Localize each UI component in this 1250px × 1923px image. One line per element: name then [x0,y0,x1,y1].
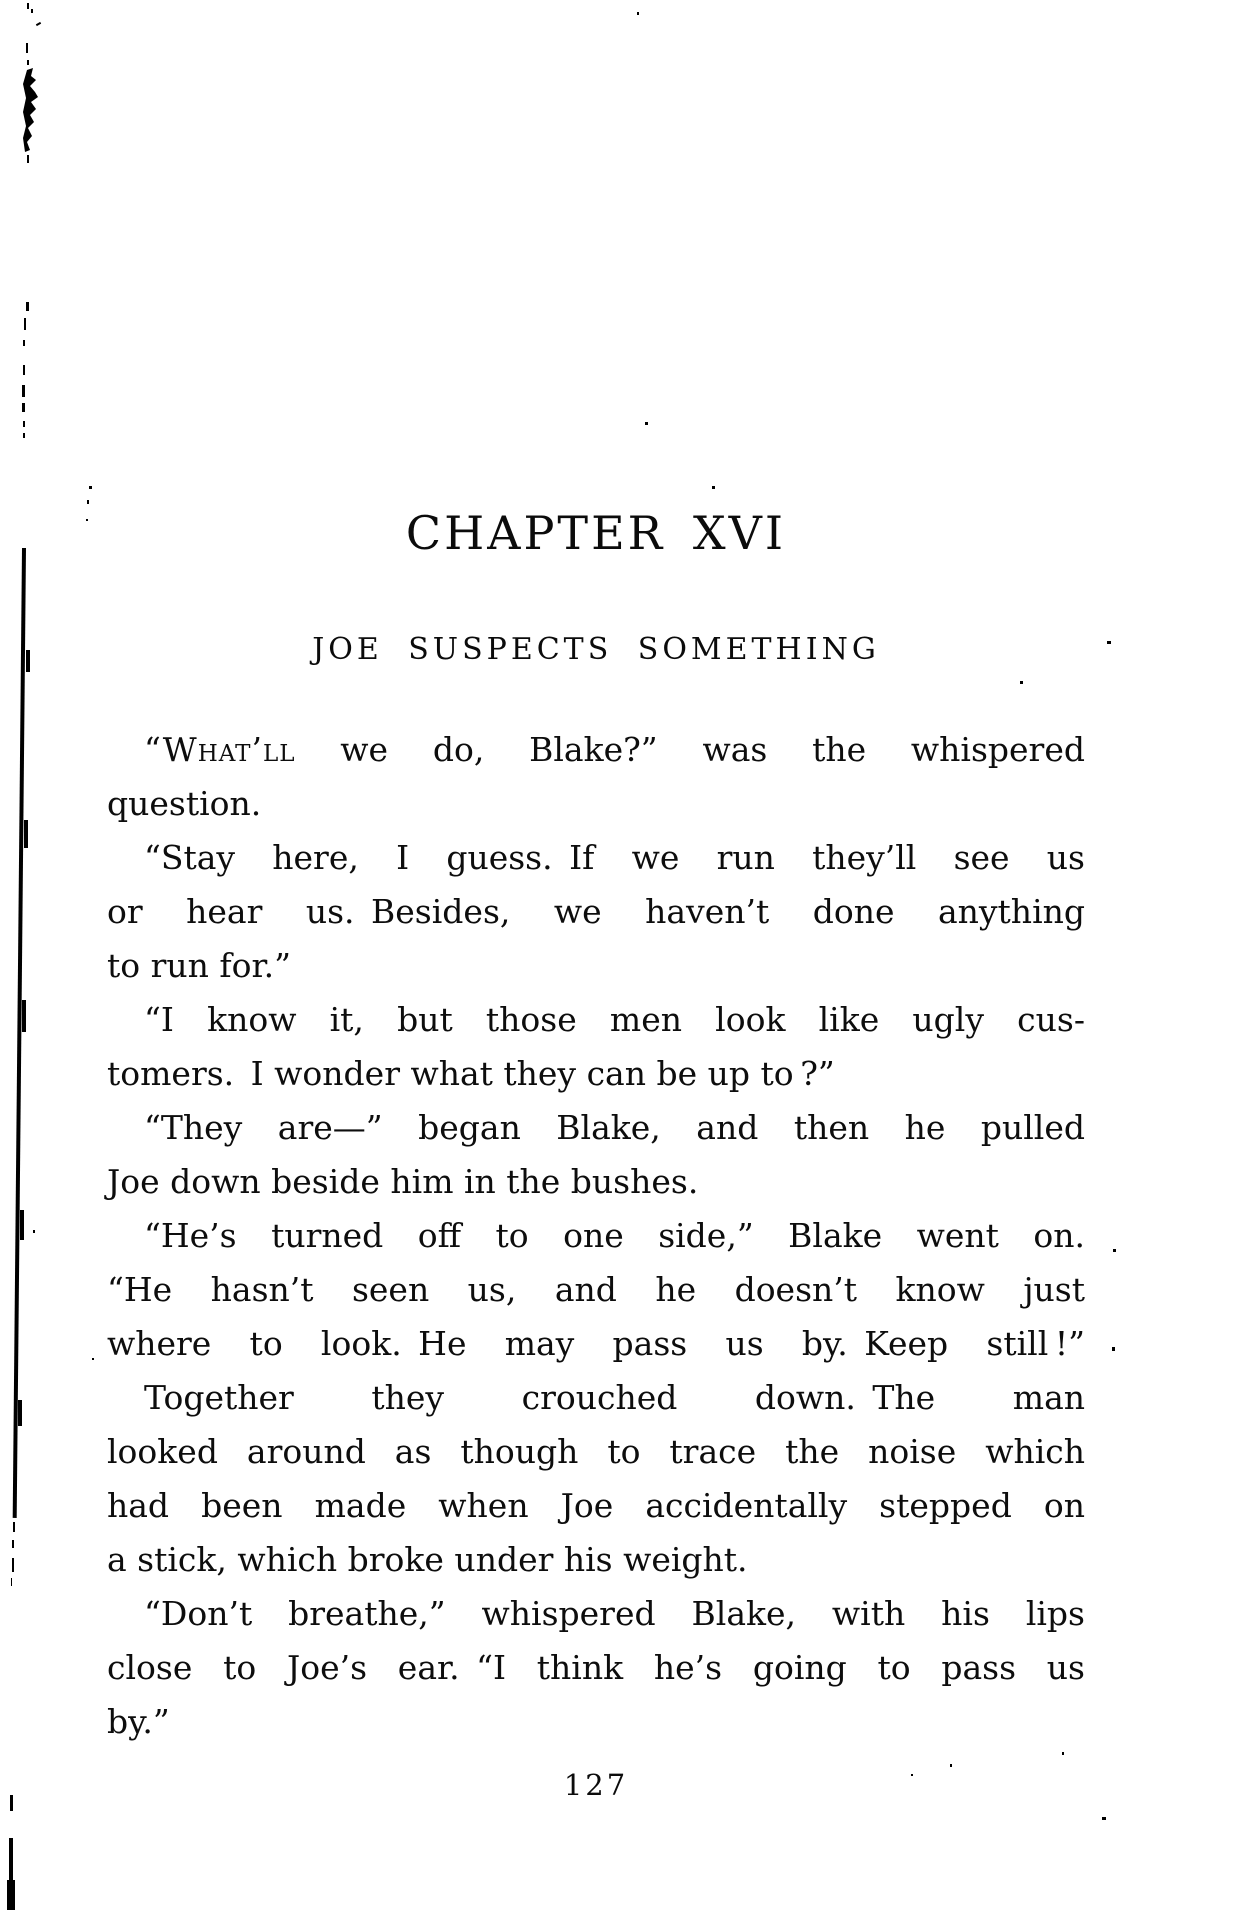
scan-speck [10,1795,13,1811]
text-line: question. [107,784,262,823]
text-line: a stick, which broke under his weight. [107,1540,748,1579]
text-line: “They are—” began Blake, and then he pulled [144,1108,1085,1147]
scan-speck [11,1578,12,1586]
scan-speck [12,1558,14,1572]
scan-speck [33,1230,35,1233]
scan-speck [27,155,29,163]
body-text [107,723,1085,1749]
section-title: JOE SUSPECTS SOMETHING [312,632,880,667]
text-line: Together they crouched down. The man [144,1378,1085,1417]
text-line: “He hasn’t seen us, and he doesn’t know just [107,1270,1085,1309]
scan-speck [27,60,29,65]
scan-speck [31,9,33,13]
text-line: Joe down beside him in the bushes. [107,1162,699,1201]
paragraph [107,831,1085,993]
text-line: “He’s turned off to one side,” Blake went on. [144,1216,1085,1255]
ink-blob-artifact [22,66,42,154]
text-line: “Stay here, I guess. If we run they’ll see us [144,838,1085,877]
scan-speck [23,421,25,427]
scan-speck [13,1522,15,1532]
scan-speck [23,433,25,438]
scan-speck [645,422,648,425]
scan-speck [27,3,29,9]
text-line: to run for.” [107,946,291,985]
text-line: “I know it, but those men look like ugly cus- [144,1000,1085,1039]
scan-speck [12,1540,14,1548]
paragraph [107,723,1085,831]
paragraph [107,1101,1085,1209]
text-line: looked around as though to trace the noise which [107,1432,1085,1471]
scan-speck [26,43,28,53]
paragraph [107,1587,1085,1749]
page-number: 127 [563,1768,629,1802]
text-line [107,723,1085,777]
scan-speck [712,486,715,489]
paragraph [107,1371,1085,1587]
chapter-title: CHAPTER XVI [405,506,787,560]
scan-speck [911,1774,913,1776]
scratch-nib [26,650,30,672]
scan-speck [22,385,25,397]
paragraph [107,993,1085,1101]
scan-speck [1113,1249,1116,1252]
text-line: or hear us. Besides, we haven’t done anything [107,892,1085,931]
scan-speck [26,302,29,311]
scan-speck [22,403,25,412]
scan-speck [36,22,41,26]
scan-speck [1020,681,1023,684]
scan-speck [1102,1817,1106,1820]
text-line: had been made when Joe accidentally stepped on [107,1486,1085,1525]
paragraph [107,1209,1085,1371]
line-text: we do, Blake?” was the whispered [295,730,1085,769]
scan-speck [24,318,26,330]
scratch-nib [18,1400,22,1426]
text-line: tomers. I wonder what they can be up to ?” [107,1054,835,1093]
scan-speck [87,500,89,504]
scan-speck [92,1358,94,1360]
scan-speck [7,1880,15,1910]
scratch-nib [20,1210,24,1240]
text-line: where to look. He may pass us by. Keep still !” [107,1324,1085,1363]
scan-speck [23,340,25,346]
scan-speck [86,519,88,521]
scan-speck [950,1764,952,1767]
scan-speck [1107,641,1111,644]
text-line: by.” [107,1702,170,1741]
small-caps-lead: “What’ll [144,730,296,769]
scan-speck [9,1838,13,1883]
scratch-nib [24,820,28,848]
text-line: “Don’t breathe,” whispered Blake, with his lips [144,1594,1085,1633]
scan-speck [23,365,25,375]
text-line: close to Joe’s ear. “I think he’s going to pass us [107,1648,1085,1687]
scan-speck [637,12,639,15]
gutter-scratch-artifact [13,548,26,1518]
scan-speck [1062,1752,1064,1755]
scratch-nib [22,1000,26,1032]
scan-speck [1112,1347,1115,1351]
scan-speck [89,486,92,489]
